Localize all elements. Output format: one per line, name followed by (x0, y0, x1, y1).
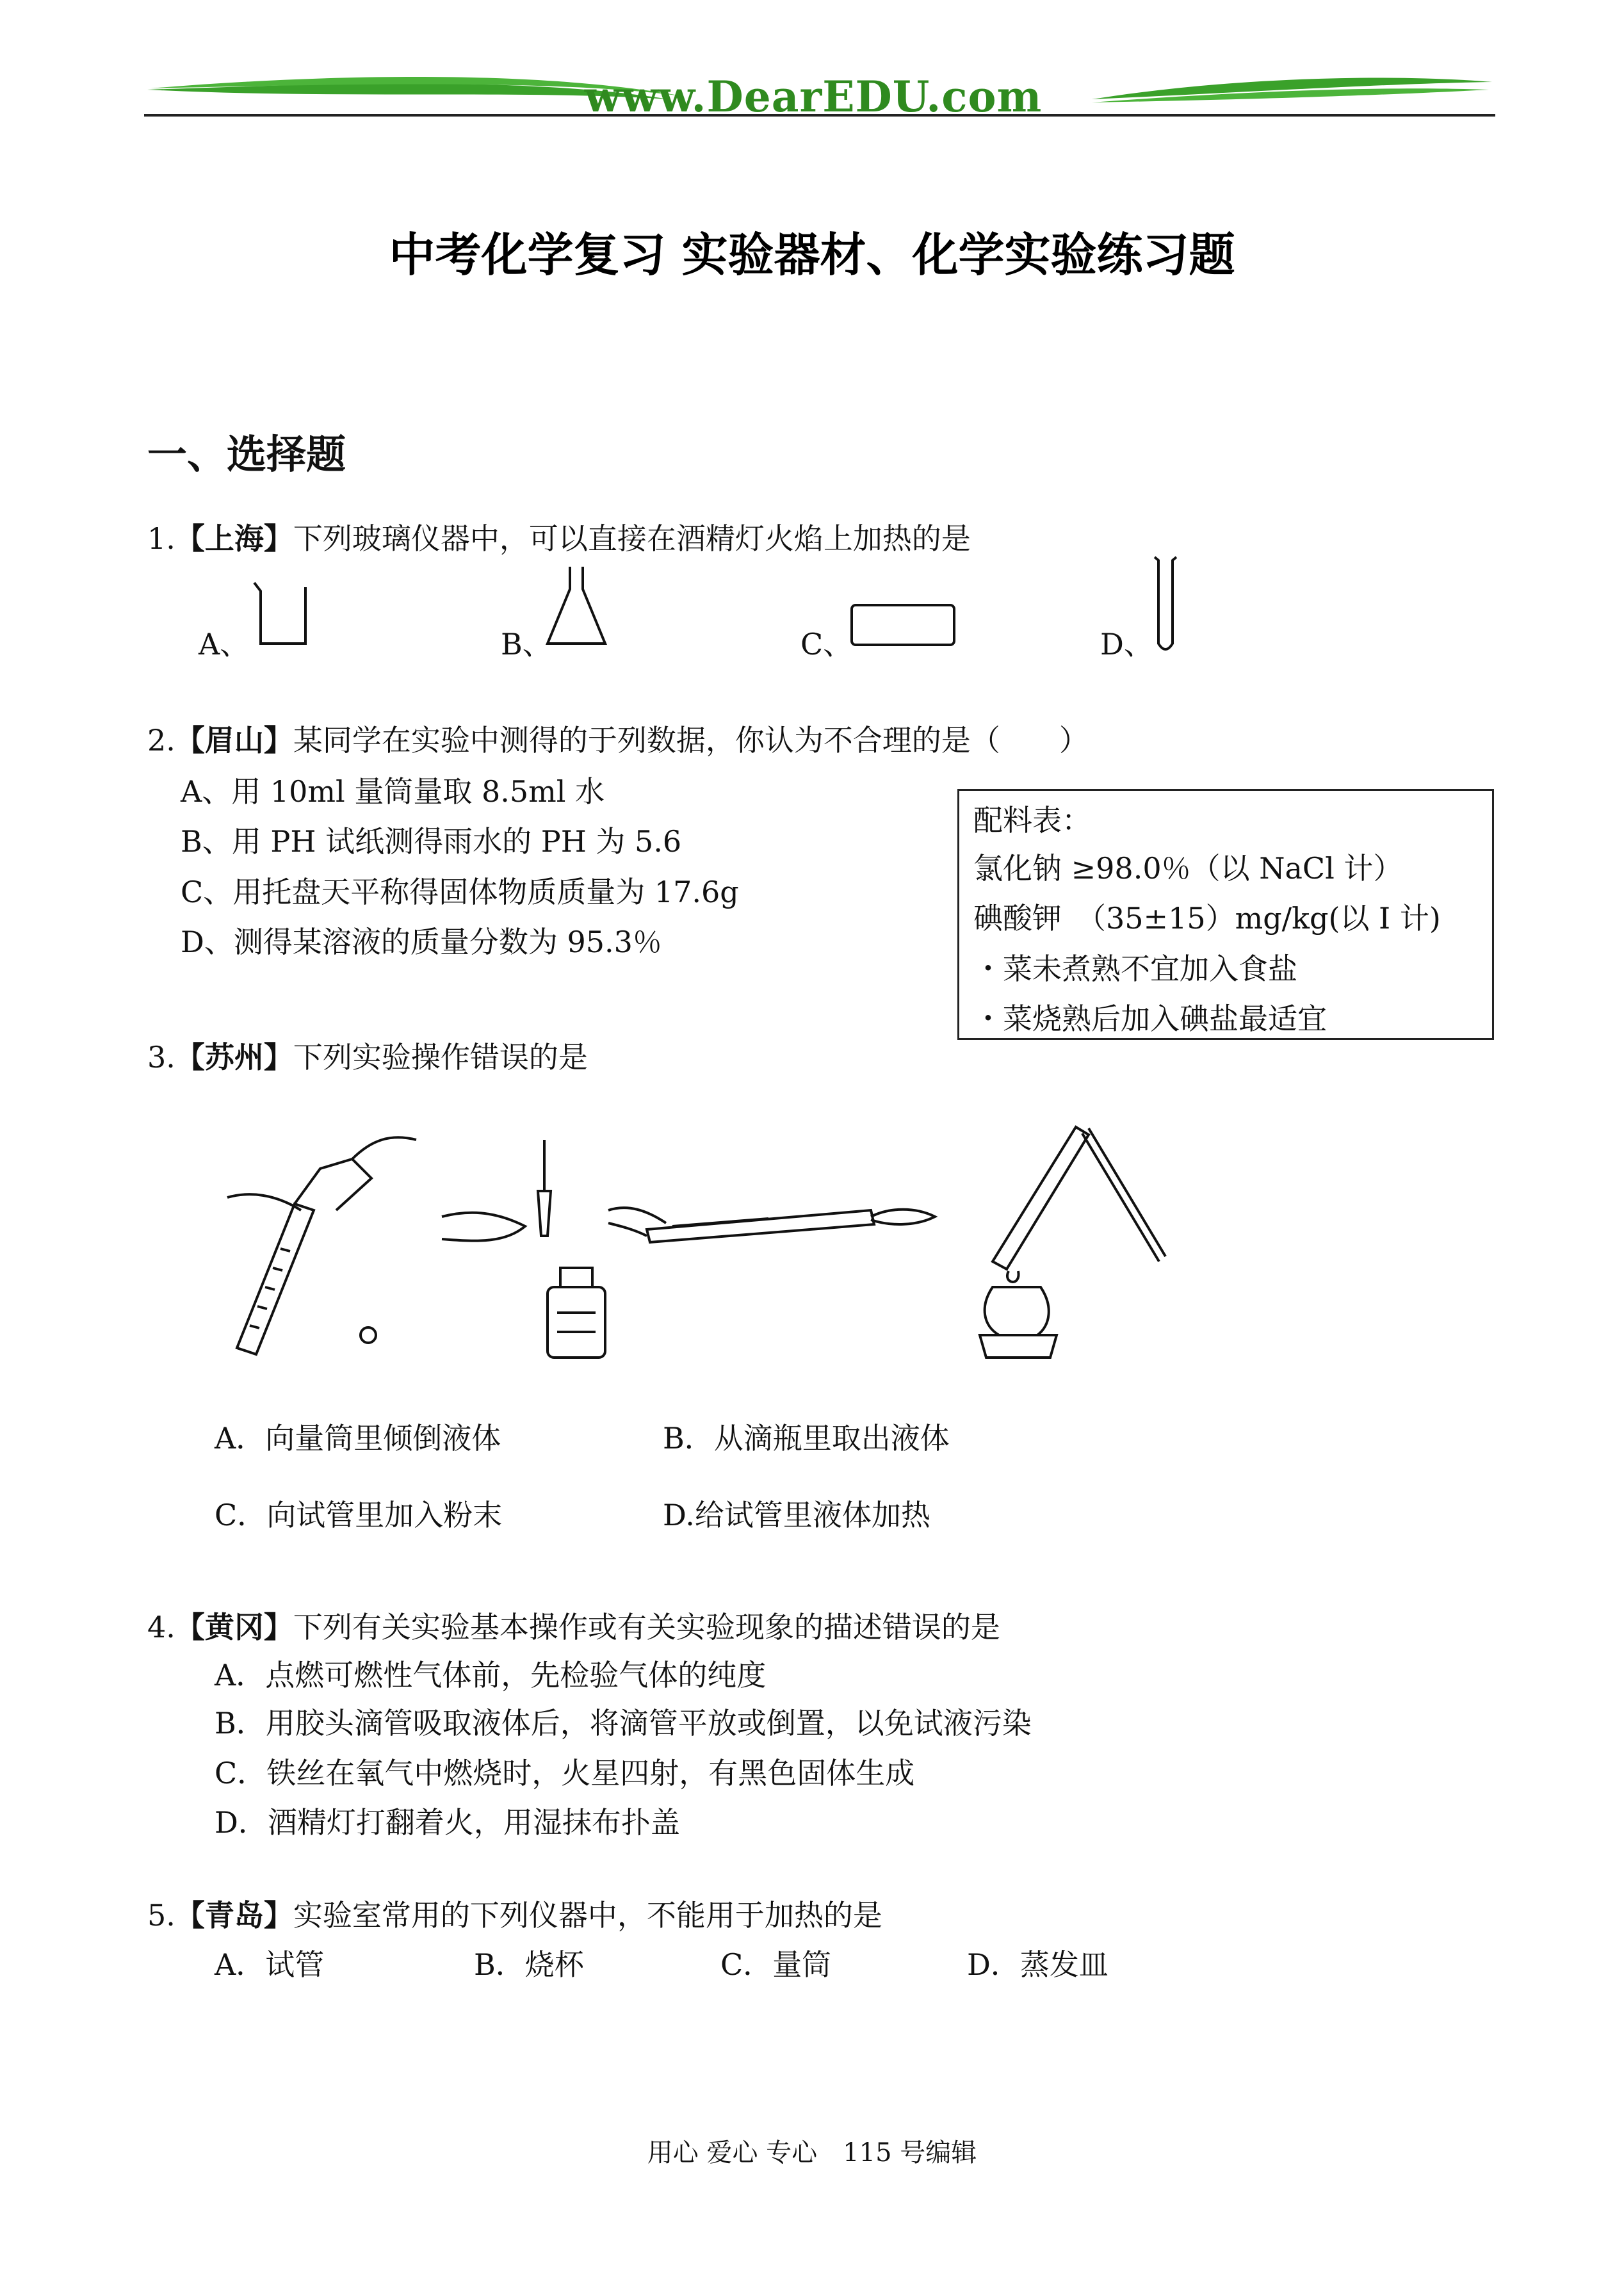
q1-option-a: A、 (199, 627, 250, 661)
q4-option-b: B．用胶头滴管吸取液体后，将滴管平放或倒置，以免试液污染 (215, 1706, 1032, 1740)
question-text: 实验室常用的下列仪器中，不能用于加热的是 (293, 1898, 882, 1933)
ingredient-line: ・菜未煮熟不宜加入食盐 (973, 952, 1297, 986)
question-5 (147, 1892, 882, 1934)
q5-option-d: D．蒸发皿 (967, 1947, 1108, 1982)
q2-option-a: A、用 10ml 量筒量取 8.5ml 水 (181, 774, 605, 809)
question-number: 1. (147, 521, 175, 556)
page-footer: 用心 爱心 专心 115 号编辑 (647, 2138, 977, 2168)
question-source-tag: 【苏州】 (175, 1040, 293, 1075)
q3-option-d: D.给试管里液体加热 (663, 1498, 930, 1532)
question-text: 下列实验操作错误的是 (293, 1040, 588, 1075)
section-heading: 一、选择题 (147, 431, 346, 478)
q1-option-b: B、 (501, 627, 552, 661)
powder-tube-figure (608, 1208, 935, 1242)
question-number: 5. (147, 1898, 175, 1933)
q4-option-d: D．酒精灯打翻着火，用湿抹布扑盖 (215, 1805, 680, 1840)
q5-option-a: A．试管 (215, 1947, 325, 1982)
q1-option-c: C、 (800, 627, 853, 661)
question-text: 下列玻璃仪器中，可以直接在酒精灯火焰上加热的是 (293, 521, 971, 556)
question-source-tag: 【上海】 (175, 521, 293, 556)
q2-option-c: C、用托盘天平称得固体物质质量为 17.6g (181, 875, 739, 909)
question-number: 4. (147, 1610, 175, 1644)
pouring-cylinder-figure (227, 1137, 416, 1354)
dropper-bottle-figure (442, 1140, 605, 1358)
ingredient-line: ・菜烧熟后加入碘盐最适宜 (973, 1002, 1327, 1036)
question-1 (147, 515, 971, 558)
lab-operations-illustration (224, 1114, 1223, 1370)
q1-option-d: D、 (1100, 627, 1153, 661)
q3-option-b: B．从滴瓶里取出液体 (663, 1421, 950, 1456)
q4-option-c: C．铁丝在氧气中燃烧时，火星四射，有黑色固体生成 (215, 1756, 915, 1790)
beaker-icon (251, 580, 309, 650)
q3-option-c: C．向试管里加入粉末 (215, 1498, 503, 1532)
question-2 (147, 717, 1089, 759)
q3-option-a: A．向量筒里倾倒液体 (215, 1421, 501, 1456)
question-text: 某同学在实验中测得的于列数据，你认为不合理的是（ ） (293, 723, 1089, 758)
evaporating-dish-icon (849, 602, 957, 650)
question-source-tag: 【黄冈】 (175, 1610, 293, 1644)
q5-option-b: B．烧杯 (474, 1947, 584, 1982)
question-number: 2. (147, 723, 175, 758)
q5-option-c: C．量筒 (720, 1947, 832, 1982)
ingredient-line: 氯化钠 ≥98.0％（以 NaCl 计） (973, 851, 1403, 886)
question-source-tag: 【青岛】 (175, 1898, 293, 1933)
q2-option-b: B、用 PH 试纸测得雨水的 PH 为 5.6 (181, 824, 682, 859)
ingredient-line: 碘酸钾 （35±15）mg/kg(以 I 计) (973, 901, 1441, 936)
q4-option-a: A．点燃可燃性气体前，先检验气体的纯度 (215, 1658, 767, 1692)
question-source-tag: 【眉山】 (175, 723, 293, 758)
question-text: 下列有关实验基本操作或有关实验现象的描述错误的是 (293, 1610, 1000, 1644)
question-4 (147, 1604, 1000, 1646)
heating-tube-figure (980, 1127, 1165, 1358)
question-number: 3. (147, 1040, 175, 1075)
page-title: 中考化学复习 实验器材、化学实验练习题 (389, 228, 1235, 282)
question-3 (147, 1034, 588, 1076)
test-tube-icon (1149, 554, 1181, 656)
ingredient-box-title: 配料表： (973, 803, 1091, 838)
q2-option-d: D、测得某溶液的质量分数为 95.3％ (181, 925, 662, 959)
site-url: www.DearEDU.com (584, 72, 1043, 122)
conical-flask-icon (544, 564, 608, 650)
